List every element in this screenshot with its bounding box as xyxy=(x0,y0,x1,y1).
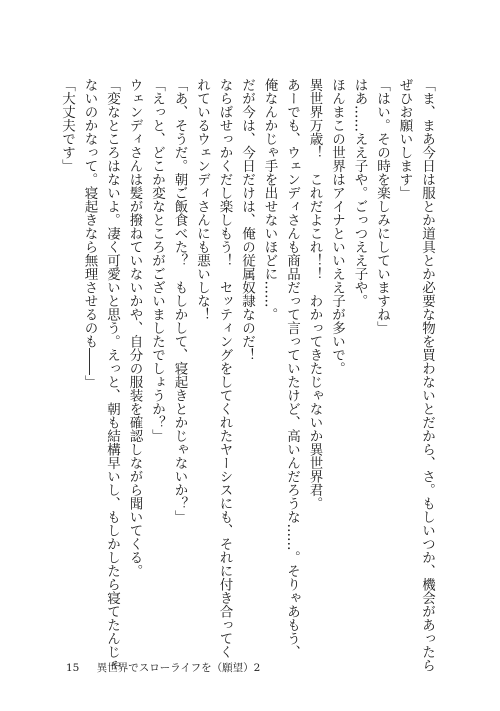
text-line: 「ま、まあ今日は服とか道具とか必要な物を買わないとだから、さ。もしいつか、機会があったら xyxy=(419,78,435,672)
text-line: ないのかなって。寝起きなら無理させるのも――」 xyxy=(81,78,98,389)
text-line: 「変なところはないよ。凄く可愛いと思う。えっと、朝も結構早いし、もしかしたら寝てたんじゃ xyxy=(104,78,120,672)
text-line: ぜひお願いします」 xyxy=(396,78,413,200)
text-line: ほんまこの世界はアイナといいええ子が多いで。 xyxy=(329,78,345,375)
text-line: 俺なんかじゃ手を出せないほどに……。 xyxy=(261,78,278,321)
page-footer xyxy=(66,660,260,675)
text-line: 「あ、そうだ。朝ご飯食べた？ もしかして、寝起きとかじゃないか？」 xyxy=(171,78,188,524)
text-line: はあ……ええ子や。ごっつええ子や。 xyxy=(351,78,368,308)
text-line: あーでも、ウェンディさんも商品だって言っていたけど、高いんだろうな……。そりゃあもう、 xyxy=(284,78,300,659)
text-line: 「大丈夫です」 xyxy=(59,78,75,173)
page-number: 15 xyxy=(66,662,80,674)
text-line: 「はい。その時を楽しみにしていますね」 xyxy=(374,78,390,335)
text-line: ならばせっかくだし楽しもう！ セッティングをしてくれたヤーシスにも、それに付き合ってく xyxy=(216,78,233,659)
text-line: 異世界万歳！ これだよこれ！！ わかってきたじゃないか異世界君。 xyxy=(306,78,323,510)
text-line: ウェンディさんは髪が撥ねていないかや、自分の服装を確認しながら聞いてくる。 xyxy=(126,78,143,578)
text-line: 「えっと、どこか変なところがございましたでしょうか？」 xyxy=(149,78,165,443)
text-line: れているウェンディさんにも悪いしな！ xyxy=(194,78,210,321)
book-title: 異世界でスローライフを（願望）2 xyxy=(96,662,261,674)
text-line: だが今は、今日だけは、俺の従属奴隷なのだ！ xyxy=(239,78,255,362)
